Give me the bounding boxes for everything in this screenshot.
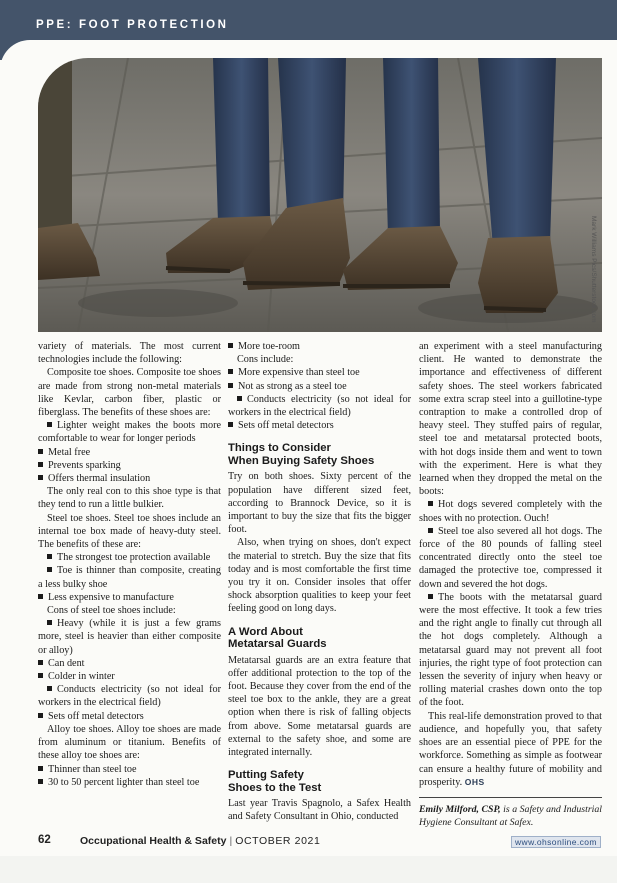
paragraph: Metatarsal guards are an extra feature that offer additional protection to the top of the foot. Because they cover from the end of the steel toe box to the ankle, they are a great option when there is risk of falling objects from above. Some metatarsal guards are external to the safety shoe, and some are integrated internally. bbox=[228, 654, 411, 759]
paragraph: Cons include: bbox=[237, 354, 294, 366]
bullet-square-icon bbox=[38, 449, 43, 454]
divider bbox=[419, 797, 602, 798]
bullet-square-icon bbox=[228, 343, 233, 348]
bullet-square-icon bbox=[237, 396, 242, 401]
bullet-item: Less expensive to manufacture bbox=[38, 591, 221, 604]
bullet-square-icon bbox=[47, 620, 52, 625]
author-bio: Emily Milford, CSP, is a Safety and Industrial Hygiene Consultant at Safex. bbox=[419, 803, 602, 828]
bullet-square-icon bbox=[38, 475, 43, 480]
paragraph: Last year Travis Spagnolo, a Safex Health and Safety Consultant in Ohio, conducted bbox=[228, 798, 411, 823]
page-footer bbox=[0, 834, 617, 854]
bullet-item: Lighter weight makes the boots more comfortable to wear for longer periods bbox=[38, 420, 221, 445]
bullet-item: Colder in winter bbox=[38, 670, 221, 683]
column-1 bbox=[38, 340, 221, 789]
bullet-item: Offers thermal insulation bbox=[38, 472, 221, 485]
page-number: 62 bbox=[38, 834, 51, 846]
magazine-title: Occupational Health & Safety | OCTOBER 2021 bbox=[80, 835, 321, 847]
bullet-square-icon bbox=[47, 567, 52, 572]
bullet-square-icon bbox=[38, 713, 43, 718]
bullet-item: Not as strong as a steel toe bbox=[228, 380, 411, 393]
bottom-margin bbox=[0, 856, 617, 883]
bullet-square-icon bbox=[47, 422, 52, 427]
bullet-item: Hot dogs severed completely with the shoes with no protection. Ouch! bbox=[419, 499, 602, 524]
bullet-square-icon bbox=[228, 383, 233, 388]
bullet-square-icon bbox=[38, 673, 43, 678]
bullet-item: More expensive than steel toe bbox=[228, 366, 411, 379]
bullet-item: Steel toe also severed all hot dogs. The force of the 80 pounds of falling steel concentrated directly onto the steel toe damaged the protective toe, compressed it down and severed the hot dogs. bbox=[419, 525, 602, 590]
bullet-item: Prevents sparking bbox=[38, 459, 221, 472]
bullet-item: Conducts electricity (so not ideal for workers in the electrical field) bbox=[38, 684, 221, 709]
website-link[interactable]: www.ohsonline.com bbox=[511, 836, 601, 848]
paragraph: Try on both shoes. Sixty percent of the population have different sized feet, according to Brannock Device, so it is important to buy the size that fits the bigger foot. bbox=[228, 471, 411, 536]
boots-photo-illustration bbox=[38, 58, 602, 332]
paragraph: Steel toe shoes. Steel toe shoes include an internal toe box made of heavy-duty steel. The benefits of these are: bbox=[38, 512, 221, 551]
section-kicker: PPE: FOOT PROTECTION bbox=[36, 19, 229, 31]
column-3 bbox=[419, 340, 602, 830]
bullet-item: The boots with the metatarsal guard were the most effective. It took a few tries and the right angle to finally cut through all the hot dogs completely. Although a metatarsal guard may not prevent all foot injuries, the right type of foot protection can lessen the severity of injury when heavy or rolling material crashes down onto the top of the foot. bbox=[419, 591, 602, 709]
bullet-item: 30 to 50 percent lighter than steel toe bbox=[38, 776, 221, 789]
bullet-square-icon bbox=[428, 594, 433, 599]
paragraph: The only real con to this shoe type is that they tend to run a little bulkier. bbox=[38, 486, 221, 511]
bullet-item: The strongest toe protection available bbox=[38, 551, 221, 564]
bullet-item: Sets off metal detectors bbox=[38, 710, 221, 723]
paragraph: variety of materials. The most current technologies include the following: bbox=[38, 341, 221, 366]
bullet-item: Toe is thinner than composite, creating a less bulky shoe bbox=[38, 565, 221, 590]
bullet-square-icon bbox=[38, 766, 43, 771]
bullet-square-icon bbox=[47, 686, 52, 691]
bullet-item: More toe-room bbox=[228, 340, 411, 353]
bullet-square-icon bbox=[38, 594, 43, 599]
photo-credit: Mark Williams Pics/Shutterstock.com bbox=[590, 216, 597, 323]
bullet-square-icon bbox=[47, 554, 52, 559]
boots-photo bbox=[38, 58, 602, 332]
bullet-square-icon bbox=[38, 779, 43, 784]
paragraph: Cons of steel toe shoes include: bbox=[47, 605, 176, 617]
end-mark: OHS bbox=[464, 776, 485, 787]
bullet-square-icon bbox=[228, 369, 233, 374]
bullet-item: Conducts electricity (so not ideal for workers in the electrical field) bbox=[228, 393, 411, 419]
paragraph: Also, when trying on shoes, don't expect the material to stretch. Buy the size that fits today and is most comfortable the first time you try it on. Consider insoles that offer shock absorption qualities to keep your feet feeling good on long days. bbox=[228, 537, 411, 615]
issue-date: OCTOBER 2021 bbox=[235, 835, 321, 847]
paragraph: This real-life demonstration proved to that audience, and hopefully you, that safety shoes are an essential piece of PPE for the workforce. Something as simple as footwear can ensure a healthy future of mobility and prosperity. OHS bbox=[419, 710, 602, 788]
bullet-square-icon bbox=[38, 660, 43, 665]
bullet-item: Heavy (while it is just a few grams more, steel is heavier than either composite or alloy) bbox=[38, 618, 221, 656]
bullet-item: Thinner than steel toe bbox=[38, 763, 221, 776]
column-2 bbox=[228, 340, 411, 824]
bullet-square-icon bbox=[38, 462, 43, 467]
subheading: Putting Safety Shoes to the Test bbox=[228, 769, 322, 794]
bullet-square-icon bbox=[228, 422, 233, 427]
subheading: Things to Consider When Buying Safety Shoes bbox=[228, 442, 375, 467]
bullet-item: Sets off metal detectors bbox=[228, 419, 411, 432]
author-name: Emily Milford, CSP, bbox=[419, 803, 501, 815]
subheading: A Word About Metatarsal Guards bbox=[228, 625, 327, 651]
paragraph: Composite toe shoes. Composite toe shoes are made from strong non-metal materials like Kevlar, carbon fiber, plastic or fiberglass. The benefits of these shoes are: bbox=[38, 367, 221, 419]
bullet-item: Metal free bbox=[38, 446, 221, 459]
bullet-square-icon bbox=[428, 528, 433, 533]
paragraph: an experiment with a steel manufacturing client. He wanted to demonstrate the importance and effectiveness of different safety shoes. The steel workers fabricated some extra scrap steel into a guillotine-type contraption to make a controlled drop of heavy steel. They stuffed pairs of regular, steel toe and metatarsal protected boots, with hot dogs inside them and went to town with the experiment. Here is what they learned when they dropped the metal on the boots: bbox=[419, 341, 602, 498]
bullet-item: Can dent bbox=[38, 657, 221, 670]
paragraph: Alloy toe shoes. Alloy toe shoes are made from aluminum or titanium. Benefits of these alloy toe shoes are: bbox=[38, 723, 221, 762]
bullet-square-icon bbox=[428, 501, 433, 506]
